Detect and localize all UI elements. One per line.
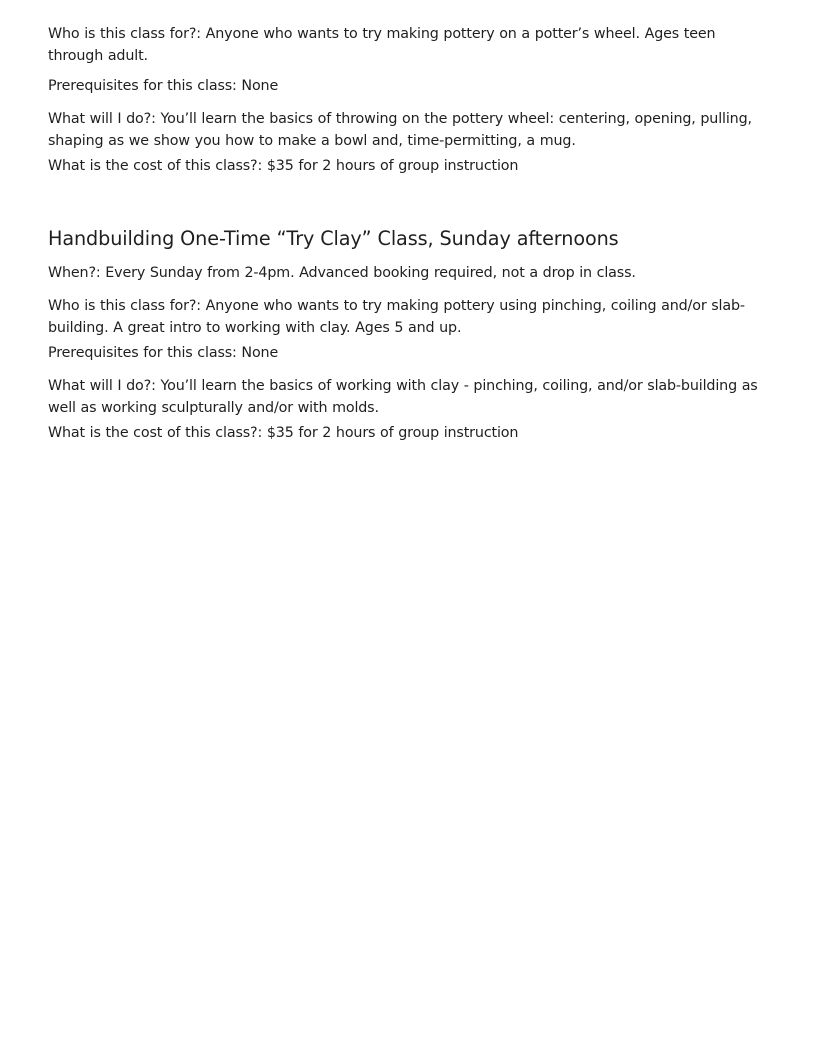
- wheel-class-section: [48, 23, 764, 177]
- who-is-this-for-text: Who is this class for?: Anyone who wants to try making pottery using pinching, coiling and/or slab-building. A great intro to working with clay. Ages 5 and up.: [48, 298, 745, 336]
- class-cost-text: What is the cost of this class?: $35 for 2 hours of group instruction: [48, 158, 519, 174]
- what-will-i-do-text: What will I do?: You’ll learn the basics of working with clay - pinching, coiling, and/or slab-building as well as working sculpturally and/or with molds.: [48, 378, 758, 416]
- prerequisites-text: Prerequisites for this class: None: [48, 345, 279, 361]
- handbuilding-class-section: [48, 226, 764, 444]
- what-will-i-do-text: What will I do?: You’ll learn the basics of throwing on the pottery wheel: centering, opening, pulling, shaping as we show you how to make a bowl and, time-permitting, a mug.: [48, 111, 752, 149]
- handbuilding-class-title: Handbuilding One-Time “Try Clay” Class, Sunday afternoons: [48, 227, 619, 250]
- who-is-this-for-text: Who is this class for?: Anyone who wants to try making pottery on a potter’s wheel. Ages teen through adult.: [48, 26, 716, 64]
- when-text: When?: Every Sunday from 2-4pm. Advanced booking required, not a drop in class.: [48, 265, 636, 281]
- prerequisites-text: Prerequisites for this class: None: [48, 78, 279, 94]
- class-cost-text: What is the cost of this class?: $35 for 2 hours of group instruction: [48, 425, 519, 441]
- section-spacer: [48, 177, 764, 226]
